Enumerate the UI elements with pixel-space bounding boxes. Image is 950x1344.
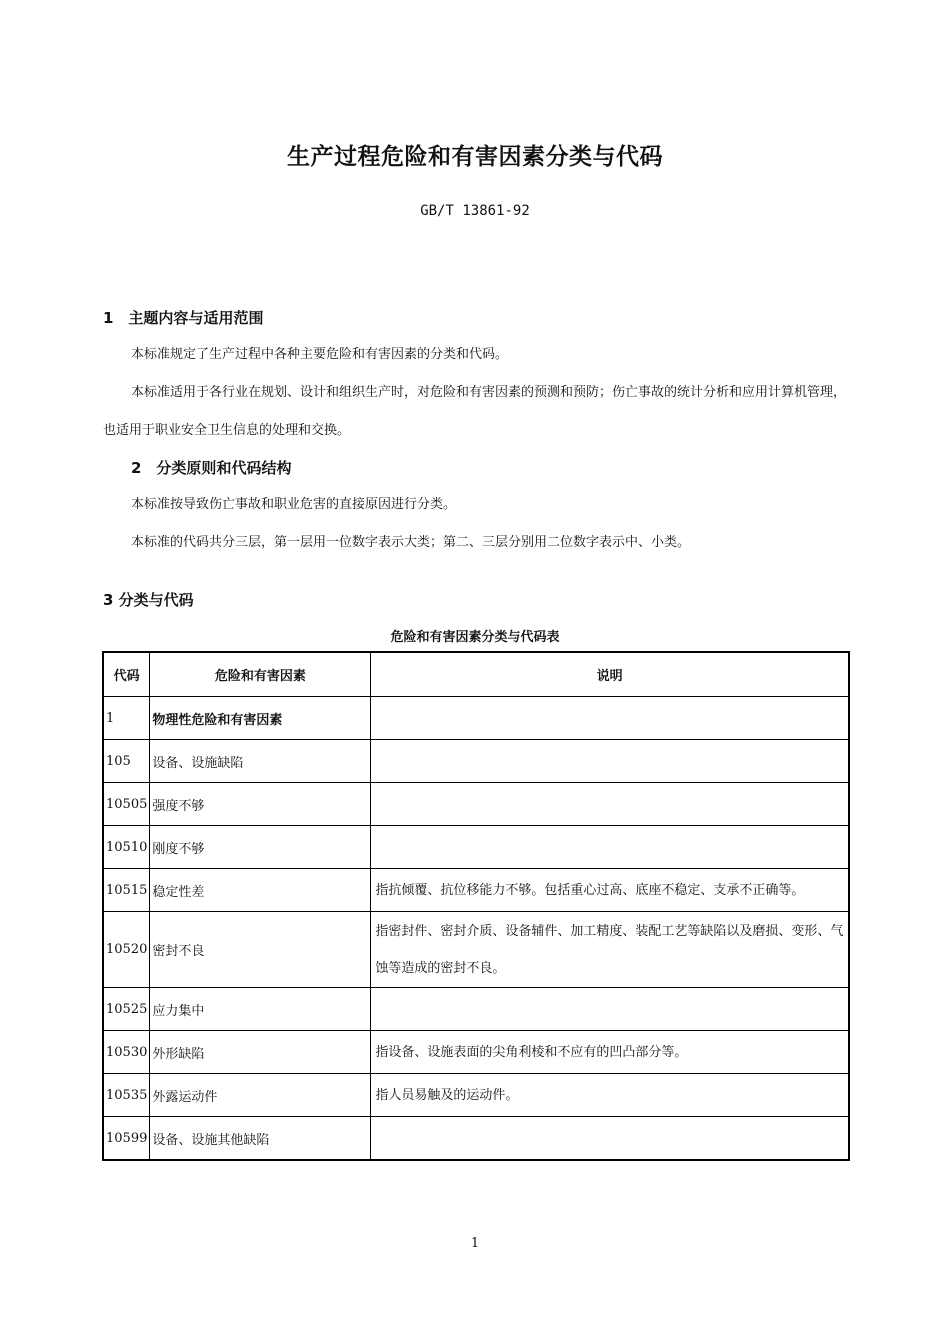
cell-description: 指人员易触及的运动件。 (371, 1074, 849, 1117)
table-row (103, 740, 849, 783)
table-row (103, 988, 849, 1031)
cell-code: 1 (103, 697, 150, 740)
table-row (103, 1031, 849, 1074)
standard-code: GB/T 13861-92 (420, 203, 530, 219)
header-factor: 危险和有害因素 (150, 652, 371, 697)
paragraph-text: 本标准规定了生产过程中各种主要危险和有害因素的分类和代码。 (131, 347, 509, 362)
table-caption: 危险和有害因素分类与代码表 (390, 630, 560, 645)
cell-factor: 设备、设施缺陷 (150, 740, 371, 783)
table-row (103, 697, 849, 740)
cell-description (371, 697, 849, 740)
section-1-paragraph-1 (103, 336, 851, 374)
cell-code: 10505 (103, 783, 150, 826)
cell-code: 10510 (103, 826, 150, 869)
cell-description (371, 783, 849, 826)
table-row (103, 783, 849, 826)
cell-factor: 物理性危险和有害因素 (150, 697, 371, 740)
table-row (103, 1074, 849, 1117)
cell-factor: 密封不良 (150, 912, 371, 988)
cell-description: 指密封件、密封介质、设备辅件、加工精度、装配工艺等缺陷以及磨损、变形、气蚀等造成的密封不良。 (371, 912, 849, 988)
header-code: 代码 (103, 652, 150, 697)
cell-description: 指设备、设施表面的尖角利棱和不应有的凹凸部分等。 (371, 1031, 849, 1074)
cell-factor: 设备、设施其他缺陷 (150, 1117, 371, 1161)
cell-description (371, 826, 849, 869)
table-row (103, 912, 849, 988)
cell-factor: 外形缺陷 (150, 1031, 371, 1074)
paragraph-text: 本标准适用于各行业在规划、设计和组织生产时，对危险和有害因素的预测和预防；伤亡事故的统计分析和应用计算机管理，也适用于职业安全卫生信息的处理和交换。 (103, 385, 847, 438)
cell-code: 105 (103, 740, 150, 783)
cell-code: 10599 (103, 1117, 150, 1161)
cell-description (371, 1117, 849, 1161)
cell-description (371, 740, 849, 783)
header-description: 说明 (371, 652, 849, 697)
cell-description (371, 988, 849, 1031)
section-1-heading: 1 主题内容与适用范围 (103, 309, 264, 327)
table-row (103, 869, 849, 912)
cell-description: 指抗倾覆、抗位移能力不够。包括重心过高、底座不稳定、支承不正确等。 (371, 869, 849, 912)
paragraph-text: 本标准的代码共分三层，第一层用一位数字表示大类；第二、三层分别用二位数字表示中、小类。 (131, 535, 691, 550)
page-number: 1 (470, 1236, 480, 1251)
document-title: 生产过程危险和有害因素分类与代码 (287, 144, 663, 170)
cell-code: 10530 (103, 1031, 150, 1074)
section-1-paragraph-2 (103, 374, 851, 450)
table-row (103, 1117, 849, 1161)
section-3-heading: 3 分类与代码 (103, 591, 194, 609)
cell-factor: 刚度不够 (150, 826, 371, 869)
cell-code: 10515 (103, 869, 150, 912)
paragraph-text: 本标准按导致伤亡事故和职业危害的直接原因进行分类。 (131, 497, 457, 512)
table-row (103, 826, 849, 869)
section-2-paragraph-2 (103, 524, 851, 562)
cell-factor: 强度不够 (150, 783, 371, 826)
cell-factor: 应力集中 (150, 988, 371, 1031)
cell-code: 10535 (103, 1074, 150, 1117)
section-2-heading: 2 分类原则和代码结构 (131, 459, 292, 477)
cell-factor: 稳定性差 (150, 869, 371, 912)
section-2-paragraph-1 (103, 486, 851, 524)
factor-table (102, 651, 850, 1161)
cell-code: 10525 (103, 988, 150, 1031)
table-header-row (103, 652, 849, 697)
cell-code: 10520 (103, 912, 150, 988)
cell-factor: 外露运动件 (150, 1074, 371, 1117)
